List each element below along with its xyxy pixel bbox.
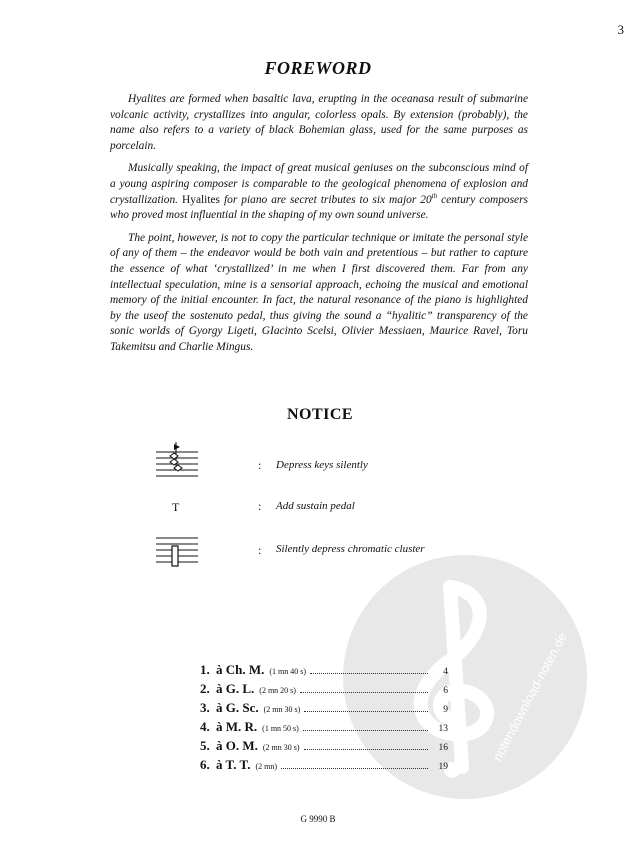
cluster-icon: [150, 532, 204, 568]
toc-duration: (1 mn 50 s): [262, 724, 299, 733]
notice-colon: :: [258, 499, 262, 513]
foreword-title: FOREWORD: [264, 58, 372, 78]
foreword-paragraph-1: Hyalites are formed when basaltic lava, erupting in the oceanasa result of submarine volcanic activity, crystallizes into angular, colorless opals. By extension (probably), the name also refers to a variety of black Bohemian glass, used for the same purposes as porcelain.: [110, 93, 528, 152]
toc-leader-dots: [303, 730, 428, 731]
toc-row: [200, 719, 448, 738]
toc-title: à O. M.: [216, 738, 258, 753]
foreword-paragraph-3: The point, however, is not to copy the particular technique or imitate the personal style of any of them – the endeavor would be both vain and pretentious – but rather to capture the essence of what ‘crystallized’ in me when I first discovered them. Far from any intellectual speculation, mine is a sensorial approach, echoing the musical and emotional memory of the initial encounter. In fact, the natural resonance of the piano is highlighted by the useof the sostenuto pedal, thus giving the sound a “hyalitic” transparency of the sonic worlds of Gyorgy Ligeti, GIacinto Scelsi, Olivier Messiaen, Maurice Ravel, Toru Takemitsu and Charlie Mingus.: [110, 231, 528, 353]
toc-duration: (2 mn 20 s): [259, 686, 296, 695]
notice-item-sustain-pedal: [150, 492, 490, 528]
foreword-p2-sup: th: [431, 191, 438, 200]
toc-number: 4.: [200, 719, 210, 734]
silent-keys-icon: [150, 442, 204, 478]
foreword-p2-title: Hyalites: [182, 193, 220, 206]
foreword-body: [110, 92, 528, 363]
toc-leader-dots: [281, 768, 428, 769]
sustain-pedal-symbol: T: [172, 500, 180, 514]
toc-number: 2.: [200, 681, 210, 696]
toc-leader-dots: [304, 711, 428, 712]
toc-title: à M. R.: [216, 719, 258, 734]
toc-leader-dots: [304, 749, 428, 750]
toc-row: [200, 757, 448, 776]
foreword-p2-text-a: Musically speaking, the impact of great musical geniuses on the subconscious mind of a young aspiring composer is comparable to the geological phenomena of explosion and crystallization.: [110, 162, 528, 206]
toc-page: 13: [438, 724, 448, 734]
toc-duration: (2 mn): [255, 762, 278, 771]
table-of-contents: [200, 662, 448, 776]
toc-duration: (1 mn 40 s): [269, 667, 307, 676]
toc-title: à Ch. M.: [216, 662, 265, 677]
toc-number: 5.: [200, 738, 210, 753]
toc-page: 9: [443, 705, 448, 715]
catalog-number: G 9990 B: [300, 814, 336, 824]
notice-description: Silently depress chromatic cluster: [276, 543, 425, 555]
toc-row: [200, 700, 448, 719]
toc-leader-dots: [310, 673, 428, 674]
notice-description: Depress keys silently: [276, 459, 368, 471]
toc-page: 6: [443, 686, 448, 696]
foreword-p2-text-c: for piano are secret tributes to six major 20: [224, 193, 432, 206]
toc-page: 4: [443, 667, 448, 677]
toc-number: 3.: [200, 700, 210, 715]
notice-description: Add sustain pedal: [276, 500, 355, 512]
toc-title: à T. T.: [216, 757, 251, 772]
toc-number: 6.: [200, 757, 210, 772]
notice-title: NOTICE: [286, 406, 354, 423]
toc-duration: (2 mn 30 s): [263, 705, 301, 714]
toc-title: à G. Sc.: [216, 700, 259, 715]
notice-colon: :: [258, 543, 262, 557]
toc-row: [200, 738, 448, 757]
toc-page: 19: [438, 762, 448, 772]
toc-row: [200, 662, 448, 681]
toc-page: 16: [438, 743, 448, 753]
toc-row: [200, 681, 448, 700]
watermark-text: notendownload-noten.de: [489, 629, 570, 764]
notice-colon: :: [258, 458, 262, 472]
foreword-p2-text-d: century composers who proved most influential in the shaping of my own sound universe.: [110, 193, 528, 222]
toc-leader-dots: [300, 692, 428, 693]
notice-item-silent-keys: [150, 442, 490, 478]
page-number: 3: [617, 22, 624, 37]
foreword-paragraph-2: [110, 161, 528, 223]
toc-duration: (2 mn 30 s): [262, 743, 300, 752]
toc-title: à G. L.: [216, 681, 255, 696]
toc-number: 1.: [200, 662, 210, 677]
